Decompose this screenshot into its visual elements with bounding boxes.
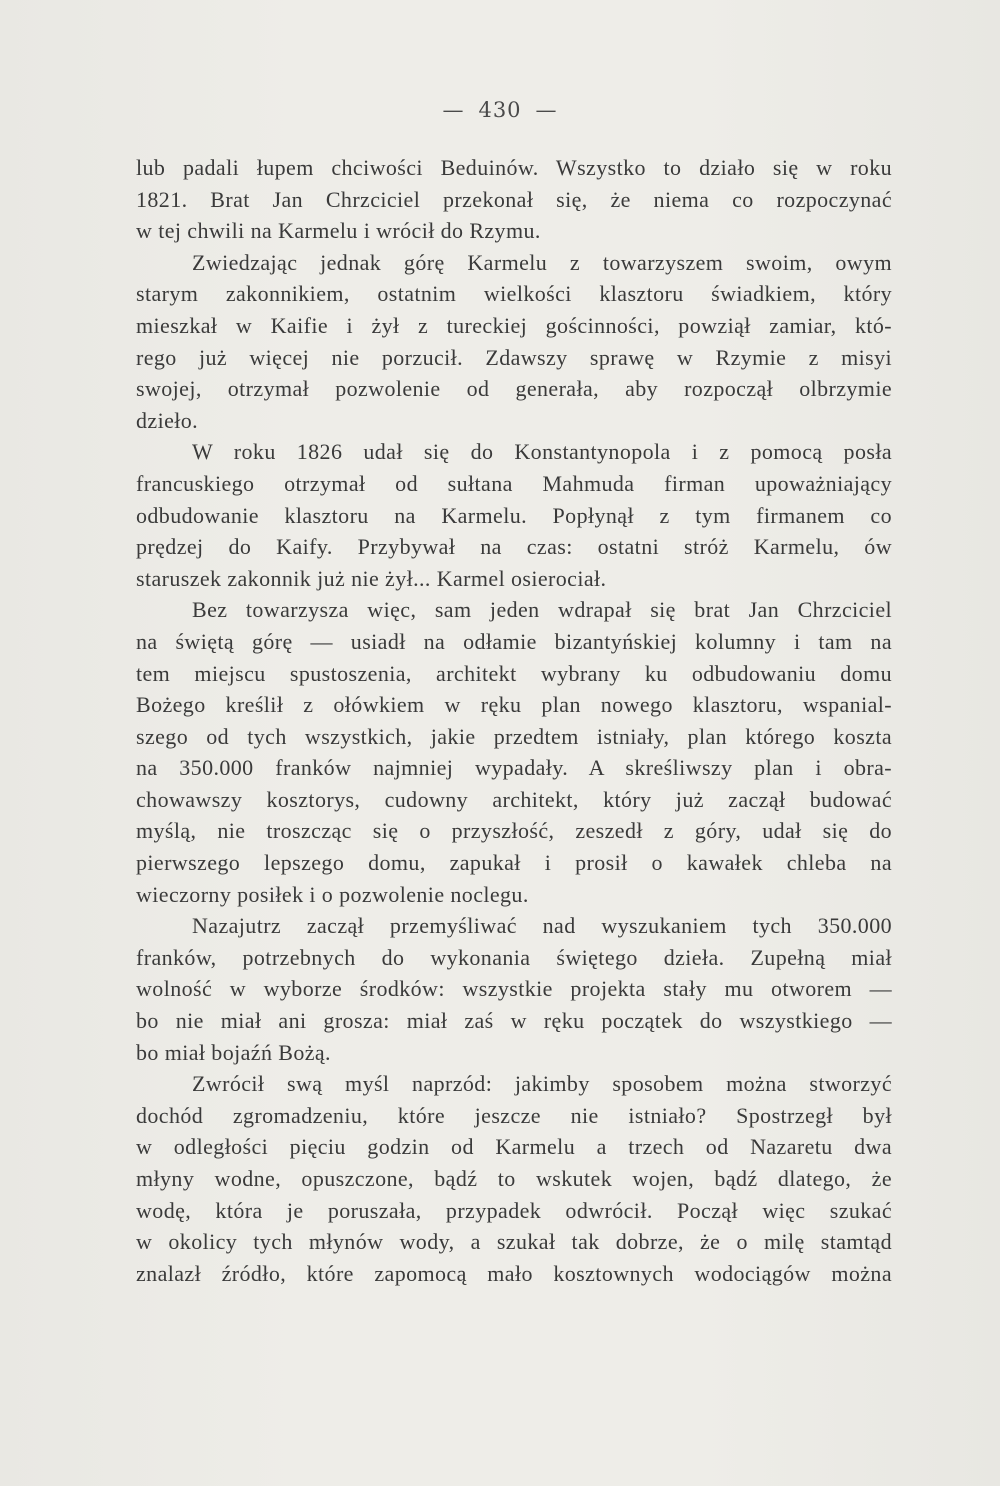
text-line: Bez towarzysza więc, sam jeden wdrapał się brat Jan Chrzciciel [192, 597, 892, 623]
body-text [136, 152, 892, 1289]
page-number: 430 [478, 98, 522, 122]
text-line: lub padali łupem chciwości Beduinów. Wszystko to działo się w roku [136, 155, 892, 180]
text-line: franków, potrzebnych do wykonania świętego dzieła. Zupełną miał [136, 944, 892, 970]
text-line: Bożego kreślił z ołówkiem w ręku plan nowego klasztoru, wspanial- [136, 692, 892, 718]
text-line: W roku 1826 udał się do Konstantynopola i z pomocą posła [192, 439, 892, 465]
text-line: chowawszy kosztorys, cudowny architekt, który już zaczął budować [136, 786, 892, 812]
text-line: Zwrócił swą myśl naprzód: jakimby sposobem można stworzyć [192, 1071, 892, 1097]
text-line: prędzej do Kaify. Przybywał na czas: ostatni stróż Karmelu, ów [136, 534, 892, 560]
text-line: myślą, nie troszcząc się o przyszłość, zeszedł z góry, udał się do [136, 818, 892, 844]
page-number-header [0, 98, 1000, 122]
text-line: francuskiego otrzymał od sułtana Mahmuda firman upoważniający [136, 470, 892, 496]
text-line: Zwiedzając jednak górę Karmelu z towarzyszem swoim, owym [192, 249, 892, 275]
text-line: pierwszego lepszego domu, zapukał i prosił o kawałek chleba na [136, 850, 892, 876]
text-line: wolność w wyborze środków: wszystkie projekta stały mu otworem — [136, 976, 892, 1002]
text-line: Nazajutrz zaczął przemyśliwać nad wyszukaniem tych 350.000 [192, 913, 892, 939]
text-line: wodę, która je poruszała, przypadek odwrócił. Począł więc szukać [136, 1197, 892, 1223]
text-line: dzieło. [136, 407, 199, 433]
text-line: znalazł źródło, które zapomocą mało kosztownych wodociągów można [136, 1260, 892, 1286]
text-line: swojej, otrzymał pozwolenie od generała, aby rozpoczął olbrzymie [136, 376, 892, 402]
text-line: starym zakonnikiem, ostatnim wielkości klasztoru świadkiem, który [136, 281, 892, 307]
text-line: w tej chwili na Karmelu i wrócił do Rzymu. [136, 218, 541, 244]
text-line: mieszkał w Kaifie i żył z tureckiej gościnności, powziął zamiar, któ- [136, 312, 892, 338]
header-dash-left: — [442, 98, 465, 122]
text-line: dochód zgromadzeniu, które jeszcze nie istniało? Spostrzegł był [136, 1102, 892, 1128]
text-line: rego już więcej nie porzucił. Zdawszy sprawę w Rzymie z misyi [136, 344, 892, 370]
text-line: na świętą górę — usiadł na odłamie bizantyńskiej kolumny i tam na [136, 628, 892, 654]
text-line: 1821. Brat Jan Chrzciciel przekonał się, że niema co rozpoczynać [136, 186, 892, 212]
text-line: staruszek zakonnik już nie żył... Karmel osierociał. [136, 565, 607, 591]
text-line: szego od tych wszystkich, jakie przedtem istniały, plan którego koszta [136, 723, 892, 749]
text-line: wieczorny posiłek i o pozwolenie noclegu. [136, 881, 529, 907]
text-line: w okolicy tych młynów wody, a szukał tak dobrze, że o milę stamtąd [136, 1229, 892, 1255]
text-line: tem miejscu spustoszenia, architekt wybrany ku odbudowaniu domu [136, 660, 892, 686]
text-line: na 350.000 franków najmniej wypadały. A skreśliwszy plan i obra- [136, 755, 892, 781]
header-dash-right: — [535, 98, 558, 122]
text-line: młyny wodne, opuszczone, bądź to wskutek wojen, bądź dlatego, że [136, 1166, 892, 1191]
text-line: bo nie miał ani grosza: miał zaś w ręku początek do wszystkiego — [136, 1008, 892, 1034]
text-line: bo miał bojaźń Bożą. [136, 1039, 331, 1065]
text-line: w odległości pięciu godzin od Karmelu a trzech od Nazaretu dwa [136, 1134, 892, 1160]
text-line: odbudowanie klasztoru na Karmelu. Popłynął z tym firmanem co [136, 502, 892, 528]
